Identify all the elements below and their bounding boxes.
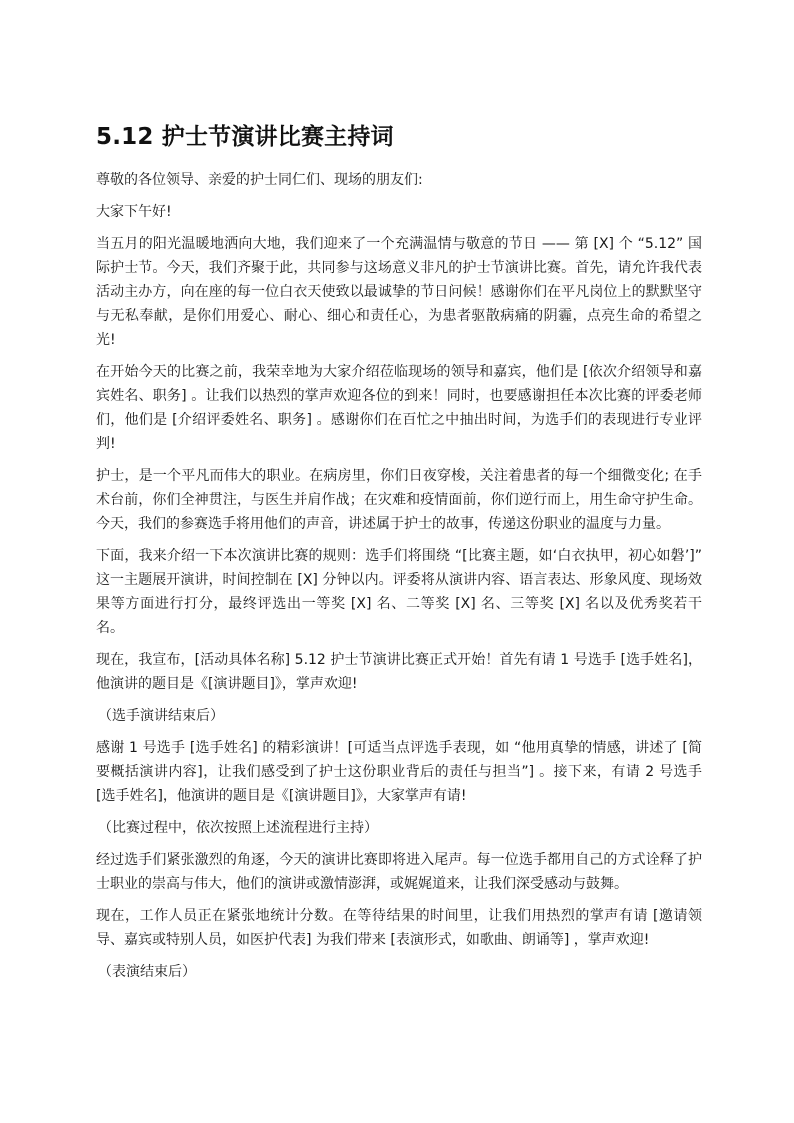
competition-rules-paragraph: 下面，我来介绍一下本次演讲比赛的规则：选手们将围绕 “[比赛主题，如‘白衣执甲，初心如磐’]” 这一主题展开演讲，时间控制在 [X] 分钟以内。评委将从演讲内容、语言表达、形象风度、现场效果等方面进行打分，最终评选出一等奖 [X] 名、二等奖 [X] 名、三等奖 [X] 名以及优秀奖若干名。 [96, 548, 702, 636]
opening-paragraph: 当五月的阳光温暖地洒向大地，我们迎来了一个充满温情与敬意的节日 —— 第 [X] 个 “5.12” 国际护士节。今天，我们齐聚于此，共同参与这场意义非凡的护士节演讲比赛。首先，请允许我代表活动主办方，向在座的每一位白衣天使致以最诚挚的节日问候！感谢你们在平凡岗位上的默默坚守与无私奉献，是你们用爱心、耐心、细心和责任心，为患者驱散病痛的阴霾，点亮生命的希望之光! [96, 236, 702, 348]
document-page [96, 120, 702, 992]
good-afternoon-paragraph: 大家下午好! [96, 204, 172, 220]
nurse-profession-paragraph: 护士，是一个平凡而伟大的职业。在病房里，你们日夜穿梭，关注着患者的每一个细微变化; 在手术台前，你们全神贯注，与医生并肩作战；在灾难和疫情面前，你们逆行而上，用生命守护生命。今天，我们的参赛选手将用他们的声音，讲述属于护士的故事，传递这份职业的温度与力量。 [96, 468, 702, 532]
stage-note: （比赛过程中，依次按照上述流程进行主持） [98, 820, 378, 836]
stage-note: （选手演讲结束后） [98, 708, 224, 724]
guests-introduction-paragraph: 在开始今天的比赛之前，我荣幸地为大家介绍莅临现场的领导和嘉宾，他们是 [依次介绍领导和嘉宾姓名、职务] 。让我们以热烈的掌声欢迎各位的到来！同时，也要感谢担任本次比赛的评委老师们，他们是 [介绍评委姓名、职务] 。感谢你们在百忙之中抽出时间，为选手们的表现进行专业评判! [96, 364, 702, 452]
document-title: 5.12 护士节演讲比赛主持词 [96, 124, 394, 150]
competition-start-paragraph: 现在，我宣布，[活动具体名称] 5.12 护士节演讲比赛正式开始！首先有请 1 号选手 [选手姓名]，他演讲的题目是《[演讲题目]》，掌声欢迎! [96, 652, 702, 692]
stage-note: （表演结束后） [98, 964, 196, 980]
greeting-paragraph: 尊敬的各位领导、亲爱的护士同仁们、现场的朋友们: [96, 172, 423, 188]
closing-competition-paragraph: 经过选手们紧张激烈的角逐，今天的演讲比赛即将进入尾声。每一位选手都用自己的方式诠释了护士职业的崇高与伟大，他们的演讲或激情澎湃，或娓娓道来，让我们深受感动与鼓舞。 [96, 852, 702, 892]
contestant-thanks-paragraph: 感谢 1 号选手 [选手姓名] 的精彩演讲！[可适当点评选手表现，如 “他用真挚的情感，讲述了 [简要概括演讲内容]，让我们感受到了护士这份职业背后的责任与担当”] 。接下来，有请 2 号选手 [选手姓名]，他演讲的题目是《[演讲题目]》，大家掌声有请! [96, 740, 702, 804]
performance-invitation-paragraph: 现在，工作人员正在紧张地统计分数。在等待结果的时间里，让我们用热烈的掌声有请 [邀请领导、嘉宾或特别人员，如医护代表] 为我们带来 [表演形式，如歌曲、朗诵等] ，掌声欢迎! [96, 908, 702, 948]
